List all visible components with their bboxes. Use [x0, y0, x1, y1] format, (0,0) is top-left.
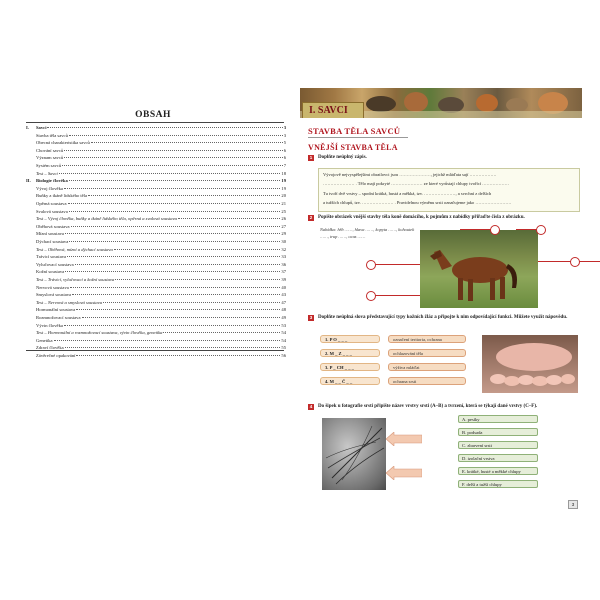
fill-line: Tu tvoří dvě vrstvy – spodní krátká, hustá a měkká, tzv. …………………, a svrchní z delších [323, 191, 492, 196]
toc-row [26, 223, 286, 230]
horse-callout[interactable] [536, 225, 546, 235]
left-page [18, 88, 288, 518]
subsection-heading: VNĚJŠÍ STAVBA TĚLA [308, 143, 398, 152]
toc-leader-dots [76, 355, 280, 356]
toc-row [26, 299, 286, 306]
callout-line [370, 295, 420, 296]
toc-row-page: 5 [283, 140, 286, 146]
toc-row [26, 261, 286, 268]
toc-leader-dots [115, 279, 280, 280]
section-heading: STAVBA TĚLA SAVCŮ [308, 126, 401, 136]
gland-word-blank[interactable]: 1. P O _ _ _ [320, 335, 380, 343]
toc-leader-dots [82, 317, 281, 318]
toc-leader-dots [163, 332, 280, 333]
toc-row [26, 192, 286, 199]
answer-arrow-bottom[interactable] [386, 466, 422, 480]
fur-strands [322, 418, 386, 490]
boar-shape [366, 96, 396, 112]
toc-leader-dots [47, 127, 282, 128]
toc-leader-dots [69, 180, 281, 181]
toc-row [26, 268, 286, 275]
chapter-label-text: I. SAVCI [309, 105, 348, 116]
toc-row-page: 20 [281, 193, 286, 199]
horse-callout[interactable] [570, 257, 580, 267]
gland-function-option[interactable]: ochrana srsti [388, 377, 466, 385]
toc-row [26, 291, 286, 298]
pig-silhouette [482, 335, 578, 393]
gland-function-option[interactable]: označení teritoria, ochrana [388, 335, 466, 343]
toc-row-page: 33 [281, 254, 286, 260]
toc-leader-dots [65, 271, 280, 272]
toc-leader-dots [64, 157, 283, 158]
fur-statement-option[interactable]: B. podsada [458, 428, 538, 436]
toc-row-label: Test – Trávicí, vylučovací a kožní soustava [36, 277, 115, 282]
toc-row-page: 55 [281, 345, 286, 351]
toc-row-page: 54 [281, 337, 286, 343]
toc-row [26, 337, 286, 344]
gland-function-option[interactable]: výživa mláďat [388, 363, 466, 371]
toc-row [26, 208, 286, 215]
fill-line: Vývojově nejvyspělejšími obratlovci jsou …………………, jejichž mláďata sají ……………… [323, 172, 497, 177]
toc-leader-dots [103, 302, 280, 303]
toc-leader-dots [64, 325, 280, 326]
toc-row-label: Savci [36, 125, 47, 130]
task-1-fill-box [318, 168, 580, 212]
deer-shape [404, 92, 428, 112]
toc-row [26, 306, 286, 313]
callout-line [370, 264, 420, 265]
toc-row-label: Zdraví člověka [36, 345, 64, 351]
toc-leader-dots [88, 195, 280, 196]
horse-silhouette [420, 230, 538, 308]
toc-leader-dots [91, 142, 283, 143]
toc-row [26, 284, 286, 291]
toc-row-page: 36 [281, 261, 286, 267]
task-3-number: 3 [309, 315, 313, 320]
toc-leader-dots [72, 294, 280, 295]
task-2-term-list: Nabídka: hřb ……, hlava ……, kopyta ……, kohoutek ……, trup ……, ocas …… [320, 227, 415, 239]
toc-row-label: Význam savců [36, 155, 64, 161]
gland-word-blank[interactable]: 3. P _ CH _ _ _ [320, 363, 380, 371]
fur-photo [322, 418, 386, 490]
fill-line: ………………… . Tělo mají pokryté ………………… ze které vyrůstají chlupy tvořící ……………… [323, 181, 510, 186]
horse-callout[interactable] [490, 225, 500, 235]
toc-row-page: 27 [281, 223, 286, 229]
fur-statement-option[interactable]: D. izolační vrstva [458, 454, 538, 462]
toc-row-label: Hormonální soustava [36, 307, 76, 313]
toc-row-page: 37 [281, 269, 286, 275]
toc-leader-dots [69, 135, 283, 136]
toc-row-label: Stavba těla savců [36, 132, 68, 138]
toc-row-page: 39 [281, 277, 286, 282]
toc-row-label: Svalová soustava [36, 208, 68, 214]
toc-row [26, 132, 286, 139]
toc-row-page: 40 [281, 284, 286, 290]
task-2-instruction: Popište obrázek vnější stavby těla koně domácího, k pojmům z nabídky přiřaďte čísla z obrázku. [318, 215, 525, 220]
fur-statement-option[interactable]: A. pesíky [458, 415, 538, 423]
answer-arrow-top[interactable] [386, 432, 422, 446]
toc-row-page: 30 [281, 239, 286, 244]
toc-leader-dots [69, 241, 280, 242]
toc-row-page: 6 [283, 147, 286, 153]
toc-row-number: I. [26, 125, 29, 130]
toc-row-label: Genetika [36, 337, 53, 343]
toc-row-page: 3 [283, 125, 286, 130]
toc-bottom-rule [26, 350, 284, 351]
toc-row [26, 162, 286, 169]
fill-line: a tužších chlupů, tzv. ………………… . Pravidelnou výměnu srsti označujeme jako …………………… [323, 200, 512, 205]
toc-row-label: Opěrná soustava [36, 201, 67, 206]
toc-row [26, 170, 286, 177]
toc-leader-dots [62, 165, 283, 166]
toc-row [26, 230, 286, 237]
toc-leader-dots [178, 218, 280, 219]
toc-leader-dots [64, 150, 283, 151]
toc-row-label: Buňky a tkáně lidského těla [36, 193, 88, 199]
toc-row-label: Test – Savci [36, 170, 58, 176]
toc-leader-dots [68, 203, 281, 204]
right-page [300, 88, 582, 518]
toc-row [26, 329, 286, 336]
toc-row-label: Kožní soustava [36, 269, 65, 275]
toc-leader-dots [65, 347, 281, 348]
toc-row-label: Dýchací soustava [36, 239, 69, 244]
sow-with-piglets-photo [482, 335, 578, 393]
toc-row [26, 253, 286, 260]
toc-row [26, 124, 286, 131]
toc-row-page: 56 [281, 353, 286, 358]
toc-row [26, 139, 286, 146]
toc-top-rule [26, 122, 284, 123]
task-4-instruction: Do šipek u fotografie srsti připište název vrstvy srsti (A–B) a tvrzení, která se týkají dané vrstvy (C–F). [318, 404, 538, 409]
task-1-number: 1 [309, 155, 313, 160]
toc-leader-dots [59, 173, 281, 174]
toc-row-label: Systém savců [36, 163, 62, 168]
toc-leader-dots [114, 249, 281, 250]
toc-row-page: 49 [281, 315, 286, 320]
toc-row-page: 26 [281, 216, 286, 222]
toc-row-label: Rozmnožovací soustava [36, 315, 81, 320]
toc-leader-dots [70, 287, 281, 288]
toc-row-page: 3 [283, 132, 286, 138]
toc-leader-dots [64, 188, 280, 189]
toc-row [26, 314, 286, 321]
toc-row-page: 19 [281, 185, 286, 191]
toc-row [26, 177, 286, 184]
toc-row-label: Nervová soustava [36, 284, 69, 290]
toc-row [26, 322, 286, 329]
toc-row [26, 185, 286, 192]
toc-row-label: Test – Nervová a smyslová soustava [36, 299, 103, 305]
toc-leader-dots [69, 211, 281, 212]
toc-row-label: Test – Oběhová, mízní a dýchací soustava [36, 246, 113, 252]
toc-row-page: 32 [281, 246, 286, 252]
toc-row [26, 200, 286, 207]
toc-row-label: Obecná charakteristika savců [36, 140, 90, 146]
horse-callout[interactable] [366, 291, 376, 301]
horse-photo [420, 230, 538, 308]
toc-row-label: Trávicí soustava [36, 254, 67, 260]
toc-row-label: Závěrečné opakování [36, 353, 76, 358]
toc-row [26, 147, 286, 154]
toc-row-label: Test – Vývoj člověka, buňky a tkáně lidského těla, opěrná a svalová soustava [36, 216, 177, 222]
toc-leader-dots [76, 309, 280, 310]
heading-rule [308, 137, 408, 138]
toc-leader-dots [67, 256, 280, 257]
toc-row-label: Smyslová soustava [36, 292, 72, 298]
toc-row-label: Biologie člověka [36, 178, 68, 184]
horse-callout[interactable] [366, 260, 376, 270]
toc-row [26, 215, 286, 222]
task-3-instruction: Doplňte neúplná slova představující typy kožních žláz a připojte k nim odpovídající funkci. Můžete využít nápovědu. [318, 315, 568, 320]
toc-row-label: Vylučovací soustava [36, 261, 74, 267]
task-2-number: 2 [309, 215, 313, 220]
fur-statement-option[interactable]: C. zbarvení srsti [458, 441, 538, 449]
toc-row-page: 43 [281, 292, 286, 298]
toc-row [26, 246, 286, 253]
animal-banner-image [300, 88, 582, 118]
gland-word-blank[interactable]: 4. M _ _ Č _ _ [320, 377, 380, 385]
toc-row-page: 18 [281, 170, 286, 176]
toc-row-page: 7 [283, 163, 286, 168]
toc-row-label: Vývin člověka [36, 322, 63, 328]
toc-leader-dots [54, 340, 281, 341]
toc-row-number: II. [26, 178, 31, 184]
toc-row [26, 352, 286, 359]
toc-leader-dots [75, 264, 281, 265]
gland-function-option[interactable]: ochlazování těla [388, 349, 466, 357]
page-number: 3 [568, 500, 578, 509]
toc-row-page: 47 [281, 299, 286, 305]
toc-row-page: 48 [281, 307, 286, 313]
callout-line [538, 261, 600, 262]
toc-row-label: Test – Hormonální a rozmnožovací soustava, vývin člověka, genetika [36, 330, 163, 336]
toc-row-label: Vývoj člověka [36, 185, 63, 191]
toc-row [26, 154, 286, 161]
fur-statement-option[interactable]: F. delší a tužší chlupy [458, 480, 538, 488]
toc-row-page: 54 [281, 330, 286, 336]
toc-row-label: Mízní soustava [36, 231, 64, 237]
toc-leader-dots [71, 226, 281, 227]
toc-row-page: 25 [281, 208, 286, 214]
squirrel-shape [476, 94, 498, 112]
callout-line [460, 229, 494, 230]
toc-row-page: 53 [281, 322, 286, 328]
gland-word-blank[interactable]: 2. M _ Z _ _ _ [320, 349, 380, 357]
toc-row-label: Oběhová soustava [36, 223, 70, 229]
task-1-instruction: Doplňte neúplný zápis. [318, 155, 367, 160]
toc-row [26, 276, 286, 283]
toc-row-page: 6 [283, 155, 286, 161]
toc-row-page: 29 [281, 231, 286, 237]
task-4-number: 4 [309, 404, 313, 409]
fur-statement-option[interactable]: E. krátké, husté a měkké chlupy [458, 467, 538, 475]
toc-leader-dots [65, 233, 280, 234]
toc-row [26, 238, 286, 245]
toc-row-page: 21 [281, 201, 286, 206]
toc-row-page: 19 [281, 178, 286, 184]
chapter-label [302, 102, 364, 118]
toc-title: OBSAH [135, 110, 171, 120]
toc-row-label: Chování savců [36, 147, 64, 153]
rabbit-shape [506, 98, 528, 112]
